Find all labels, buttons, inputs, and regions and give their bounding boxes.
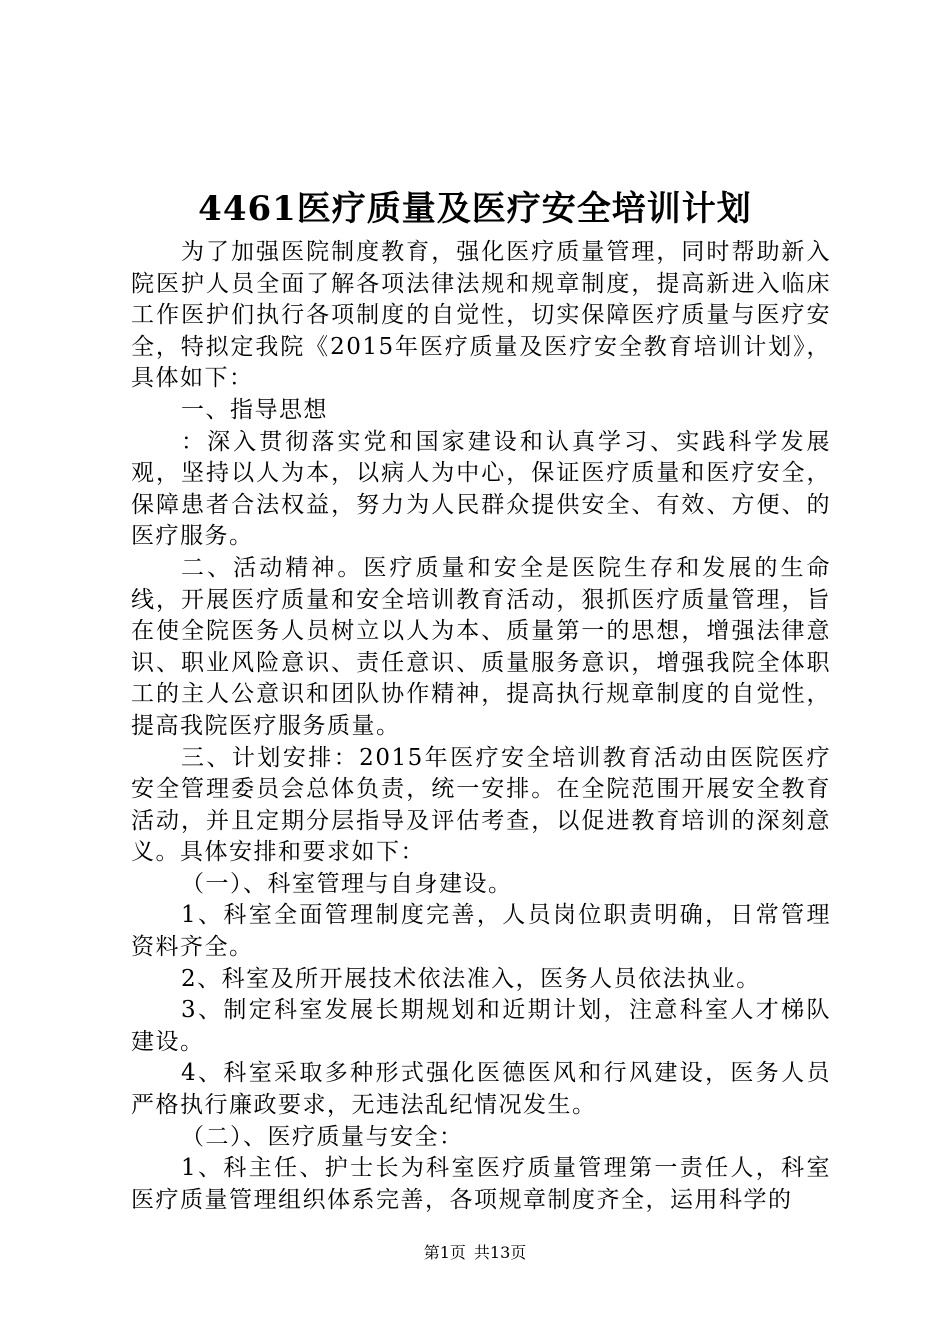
list-item-1: 1、科室全面管理制度完善，人员岗位职责明确，日常管理资料齐全。 — [131, 902, 831, 961]
document-body — [131, 237, 831, 1216]
page-total: 共13页 — [473, 1243, 527, 1262]
paragraph-activity-spirit: 二、活动精神。医疗质量和安全是医院生存和发展的生命线，开展医疗质量和安全培训教育活动，狠抓医疗质量管理，旨在使全院医务人员树立以人为本、质量第一的思想，增强法律意识、职业风险意识、责任意识、质量服务意识，增强我院全体职工的主人公意识和团队协作精神，提高执行规章制度的自觉性，提高我院医疗服务质量。 — [131, 554, 831, 739]
list-item-4: 4、科室采取多种形式强化医德医风和行风建设，医务人员严格执行廉政要求，无违法乱纪情况发生。 — [131, 1060, 831, 1119]
page-footer — [0, 1243, 950, 1263]
paragraph-guiding-thought: ：深入贯彻落实党和国家建设和认真学习、实践科学发展观，坚持以人为本，以病人为中心，保证医疗质量和医疗安全，保障患者合法权益，努力为人民群众提供安全、有效、方便、的医疗服务。 — [131, 428, 831, 550]
page-number: 第1页 — [423, 1243, 466, 1262]
paragraph-plan-arrangement: 三、计划安排：2015年医疗安全培训教育活动由医院医疗安全管理委员会总体负责，统一安排。在全院范围开展安全教育活动，并且定期分层指导及评估考查，以促进教育培训的深刻意义。具体安排和要求如下： — [131, 744, 831, 866]
list-item-3: 3、制定科室发展长期规划和近期计划，注意科室人才梯队建设。 — [131, 997, 831, 1055]
list-item-quality-1: 1、科主任、护士长为科室医疗质量管理第一责任人，科室医疗质量管理组织体系完善，各项规章制度齐全，运用科学的 — [131, 1155, 831, 1213]
document-title: 4461医疗质量及医疗安全培训计划 — [198, 189, 752, 229]
subsection-heading-department-management: （一）、科室管理与自身建设。 — [181, 870, 513, 897]
list-item-2: 2、科室及所开展技术依法准入，医务人员依法执业。 — [181, 965, 761, 992]
section-heading-guiding-thought: 一、指导思想 — [181, 396, 328, 423]
subsection-heading-quality-safety: （二）、医疗质量与安全： — [181, 1123, 464, 1150]
paragraph-intro: 为了加强医院制度教育，强化医疗质量管理，同时帮助新入院医护人员全面了解各项法律法规和规章制度，提高新进入临床工作医护们执行各项制度的自觉性，切实保障医疗质量与医疗安全，特拟定我院《2015年医疗质量及医疗安全教育培训计划》，具体如下： — [131, 239, 831, 392]
